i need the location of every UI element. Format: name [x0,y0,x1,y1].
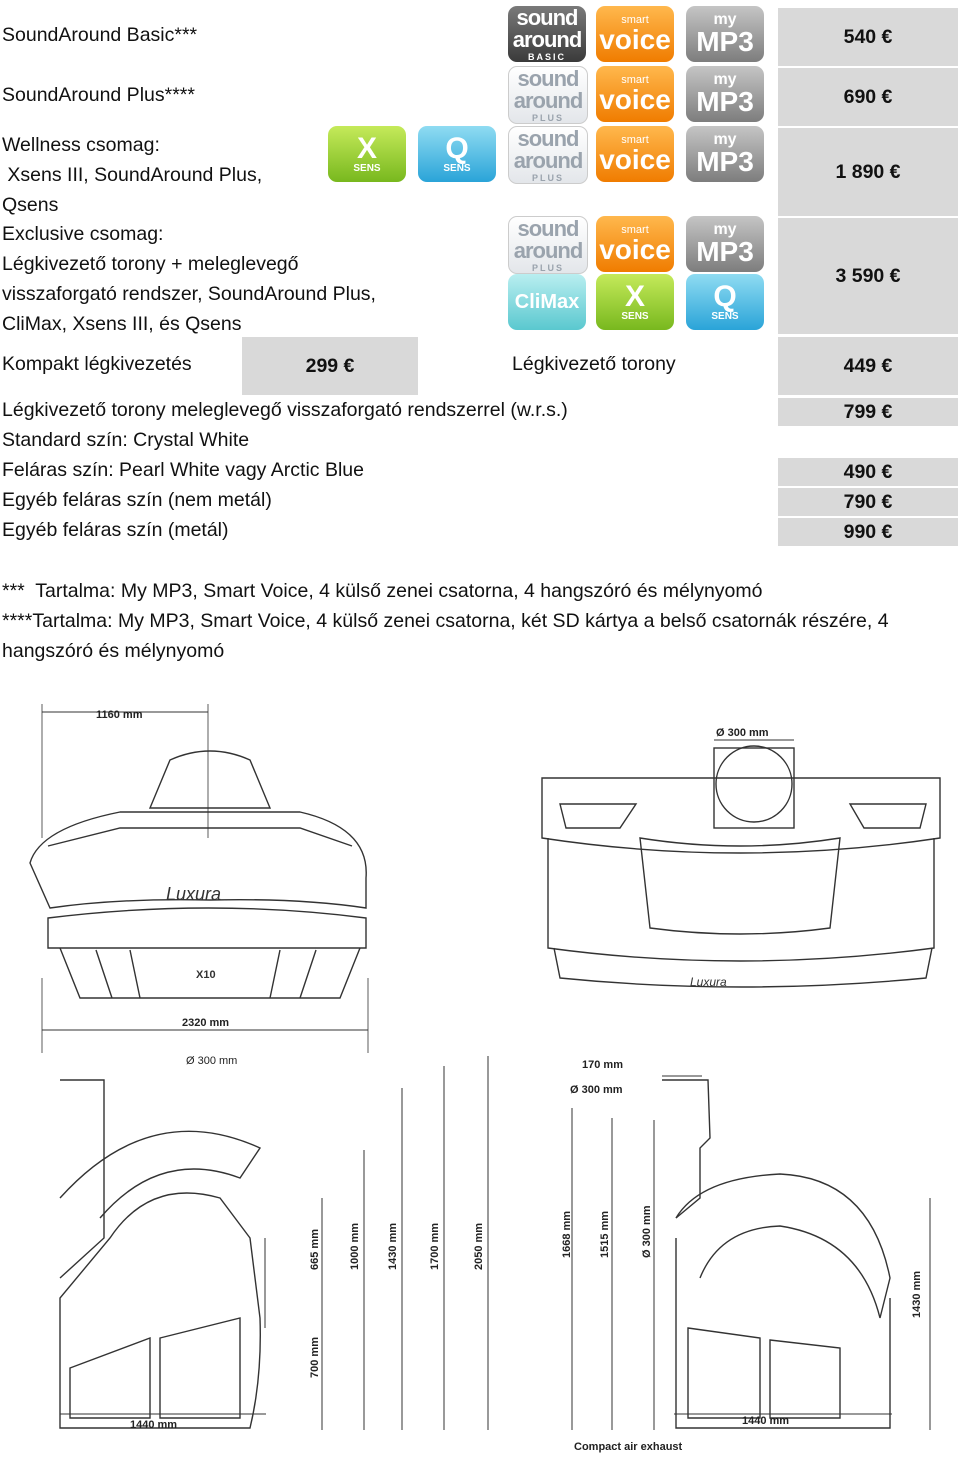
rear-brand: Luxura [690,975,727,989]
technical-drawings [0,678,960,1458]
side-left-h4: 1700 mm [429,1222,441,1270]
package-plus-label: SoundAround Plus**** [2,84,195,106]
rear-diameter-dim: Ø 300 mm [716,727,769,739]
wrs-price: 799 € [778,398,958,426]
package-exclusive-label [2,219,376,339]
tower-price: 449 € [778,337,958,395]
smart-voice-logo: smart voice [596,6,674,62]
exclusive-line3: visszaforgató rendszer, SoundAround Plus, [2,283,376,305]
my-mp3-logo: my MP3 [686,66,764,122]
standard-color: Standard szín: Crystal White [2,429,250,451]
rear-view-drawing [542,727,940,989]
smart-voice-logo: smart voice [596,126,674,182]
package-wellness-label [2,130,262,220]
metal-color-price: 990 € [778,518,958,546]
wellness-line2: Xsens III, SoundAround Plus, [2,164,263,186]
exclusive-line2: Légkivezető torony + meleglevegő [2,253,299,275]
wellness-line1: Wellness csomag: [2,134,160,156]
front-diameter-dim: Ø 300 mm [186,1055,238,1067]
package-exclusive-price: 3 590 € [778,218,958,334]
smart-voice-logo: smart voice [596,66,674,122]
front-length-dim: 2320 mm [182,1017,230,1029]
tower-label: Légkivezető torony [512,353,676,375]
my-mp3-logo: my MP3 [686,126,764,182]
qsens-logo: Q SENS [686,274,764,330]
package-basic-label: SoundAround Basic*** [2,24,198,46]
footnote-plus-line2: hangszóró és mélynyomó [2,640,225,662]
pearl-color-label: Feláras szín: Pearl White vagy Arctic Blue [2,459,364,481]
xsens-logo: X SENS [596,274,674,330]
side-right-h3: Ø 300 mm [641,1205,653,1258]
my-mp3-logo: my MP3 [686,6,764,62]
side-right-depth: 1440 mm [742,1415,790,1427]
nonmetal-color-label: Egyéb feláras szín (nem metál) [2,489,272,511]
side-left-h2: 1000 mm [349,1222,361,1270]
exclusive-line4: CliMax, Xsens III, és Qsens [2,313,242,335]
side-left-h5: 2050 mm [473,1222,485,1270]
soundaround-basic-logo: sound around BASIC [508,6,586,62]
wrs-label: Légkivezető torony meleglevegő visszaforgató rendszerrel (w.r.s.) [2,399,568,421]
footnote-plus-line1: ****Tartalma: My MP3, Smart Voice, 4 külső zenei csatorna, két SD kártya a belső csatornák részére, 4 [2,610,889,632]
side-right-h2: 1515 mm [599,1210,611,1258]
side-right-d1: 170 mm [582,1059,623,1071]
side-right-h4: 1430 mm [911,1270,923,1318]
xsens-logo: X SENS [328,126,406,182]
side-left-h3: 1430 mm [387,1222,399,1270]
package-plus-price: 690 € [778,68,958,126]
compact-exhaust-price: 299 € [242,337,418,395]
side-left-depth: 1440 mm [130,1419,178,1431]
front-model: X10 [196,969,216,981]
smart-voice-logo: smart voice [596,216,674,272]
side-right-h1: 1668 mm [561,1210,573,1258]
side-left-h6: 700 mm [309,1337,321,1378]
nonmetal-color-price: 790 € [778,488,958,516]
wellness-line3: Qsens [2,194,59,216]
my-mp3-logo: my MP3 [686,216,764,272]
package-wellness-price: 1 890 € [778,128,958,216]
front-view-drawing [30,704,368,1067]
soundaround-plus-logo: sound around PLUS [508,216,588,274]
metal-color-label: Egyéb feláras szín (metál) [2,519,229,541]
climax-logo: CliMax [508,274,586,330]
soundaround-plus-logo: sound around PLUS [508,66,588,124]
compact-exhaust-label: Kompakt légkivezetés [2,353,192,375]
front-width-dim: 1160 mm [96,709,143,721]
qsens-logo: Q SENS [418,126,496,182]
side-left-h1: 665 mm [309,1229,321,1270]
compact-air-exhaust-caption: Compact air exhaust [574,1441,683,1453]
side-view-right-drawing [561,1059,930,1453]
package-basic-price: 540 € [778,8,958,66]
side-view-left-drawing [60,1056,488,1431]
pearl-color-price: 490 € [778,458,958,486]
front-brand: Luxura [166,884,222,904]
exclusive-line1: Exclusive csomag: [2,223,164,245]
side-right-d2: Ø 300 mm [570,1084,623,1096]
footnote-basic: *** Tartalma: My MP3, Smart Voice, 4 külső zenei csatorna, 4 hangszóró és mélynyomó [2,580,763,602]
soundaround-plus-logo: sound around PLUS [508,126,588,184]
